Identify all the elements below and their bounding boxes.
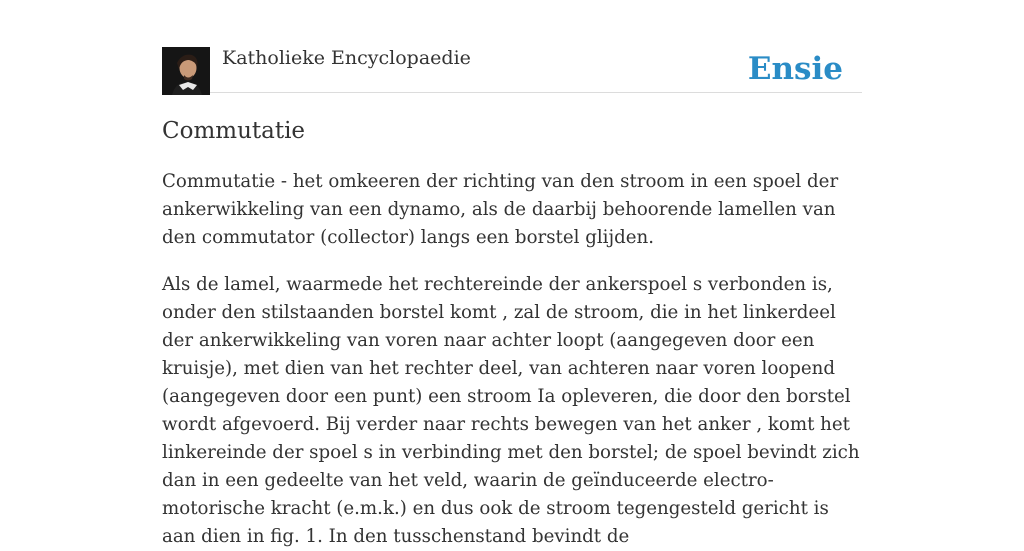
portrait-avatar-icon[interactable] — [162, 47, 210, 95]
header — [162, 0, 862, 93]
article-paragraph-1: Commutatie - het omkeeren der richting van den stroom in een spoel der ankerwikkeling van een dynamo, als de daarbij behoorende lamellen van den commutator (collector) langs een borstel glijden. — [162, 171, 839, 248]
article-paragraph-2: Als de lamel, waarmede het rechtereinde der ankerspoel s verbonden is, onder den stilstaanden borstel komt , zal de stroom, die in het linkerdeel der ankerwikkeling van voren naar achter loopt (aangegeven door een kruisje), met dien van het rechter deel, van achteren naar voren loopend (aangegeven door een punt) een stroom Ia opleveren, die door den borstel wordt afgevoerd. Bij verder naar rechts bewegen van het anker , komt het linkereinde der spoel s in verbinding met den borstel; de spoel bevindt zich dan in een gedeelte van het veld, waarin de geïnduceerde electro-motorische kracht (e.m.k.) en dus ook de stroom tegengesteld gericht is aan dien in fig. 1. In den tusschenstand bevindt de — [162, 274, 860, 547]
page-title: Commutatie — [162, 118, 306, 144]
page-container — [162, 0, 862, 547]
ensie-logo[interactable]: Ensie — [747, 51, 843, 87]
source-name[interactable]: Katholieke Encyclopaedie — [222, 47, 471, 69]
